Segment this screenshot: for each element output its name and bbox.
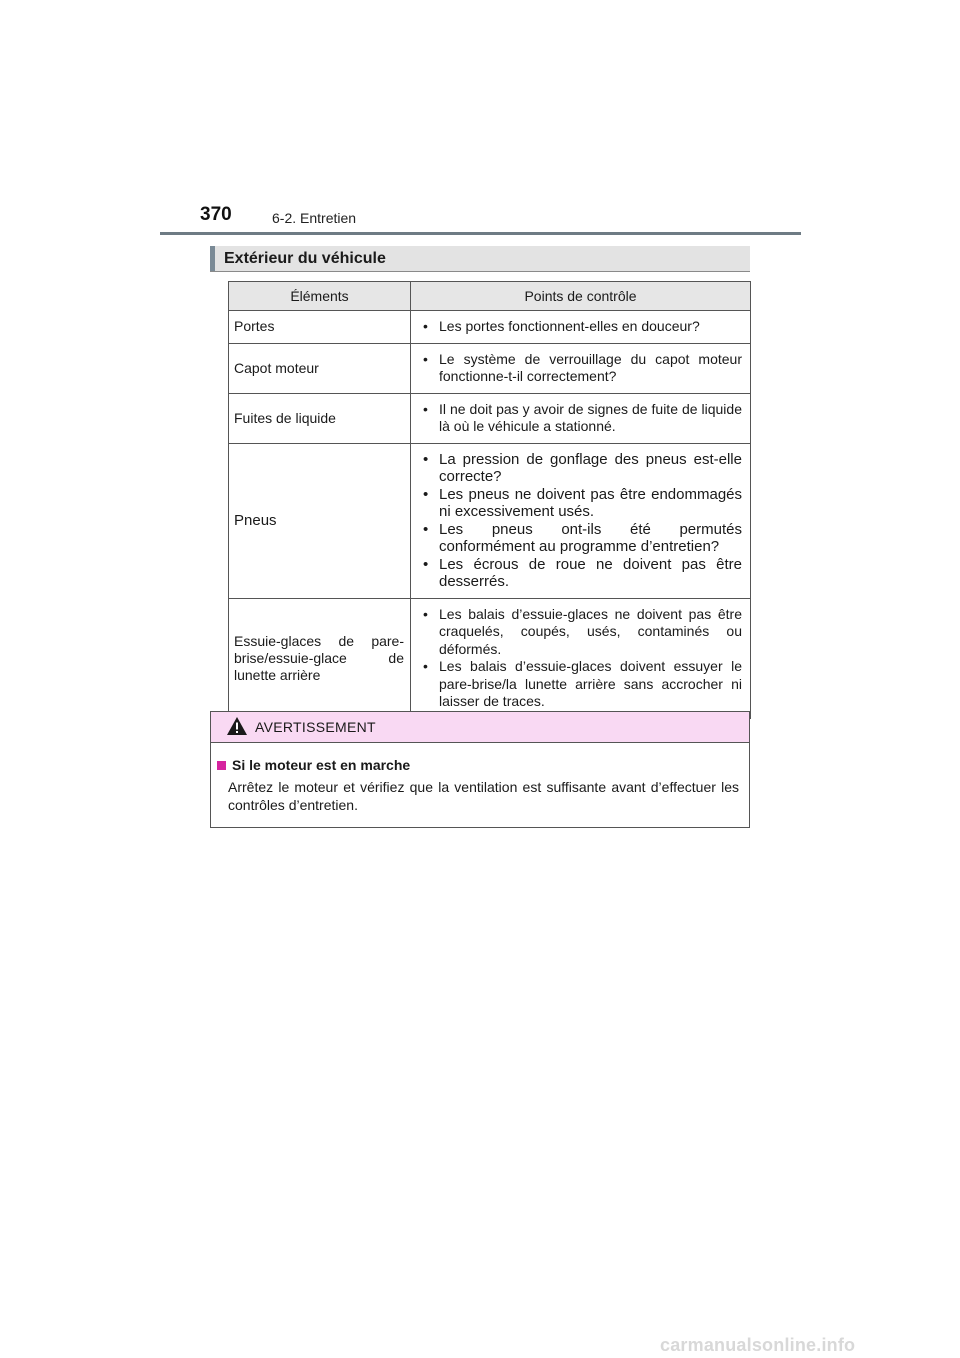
warning-box	[210, 711, 750, 828]
check-point: • Le système de verrouillage du capot moteur fonctionne-t-il correctement?	[421, 351, 742, 386]
check-point: • Les balais d’essuie-glaces ne doivent pas être craquelés, coupés, usés, contaminés ou déformés.	[421, 606, 742, 659]
check-point: • Les pneus ne doivent pas être endommagés ni excessivement usés.	[421, 486, 742, 521]
row-item: Essuie-glaces de pare-brise/essuie-glace de lunette arrière	[229, 598, 411, 718]
row-points	[411, 598, 751, 718]
table-header-row	[229, 282, 751, 311]
table-row	[229, 311, 751, 344]
check-point: • Les écrous de roue ne doivent pas être desserrés.	[421, 556, 742, 591]
warning-subtitle: Si le moteur est en marche	[232, 757, 411, 773]
check-point: • Il ne doit pas y avoir de signes de fuite de liquide là où le véhicule a stationné.	[421, 401, 742, 436]
row-points	[411, 311, 751, 344]
column-header-points: Points de contrôle	[411, 282, 751, 311]
row-points	[411, 443, 751, 598]
section-label: 6-2. Entretien	[272, 210, 357, 226]
section-title: Extérieur du véhicule	[224, 250, 386, 267]
warning-header	[211, 712, 749, 743]
warning-body	[211, 743, 749, 814]
warning-triangle-icon	[226, 716, 248, 736]
table-row	[229, 598, 751, 718]
table-row	[229, 443, 751, 598]
table-row	[229, 343, 751, 393]
row-points	[411, 343, 751, 393]
warning-subtitle-row	[217, 757, 739, 773]
header-rule	[160, 232, 801, 235]
check-point: • Les portes fonctionnent-elles en douceur?	[421, 318, 742, 336]
check-point: • La pression de gonflage des pneus est-elle correcte?	[421, 451, 742, 486]
square-bullet-icon	[217, 761, 226, 770]
warning-text: Arrêtez le moteur et vérifiez que la ventilation est suffisante avant d’effectuer les contrôles d’entretien.	[228, 779, 739, 813]
page-number: 370	[200, 204, 232, 225]
warning-title: AVERTISSEMENT	[255, 719, 376, 735]
check-point: • Les balais d’essuie-glaces doivent essuyer le pare-brise/la lunette arrière sans accrocher ni laisser de traces.	[421, 658, 742, 711]
check-point: • Les pneus ont-ils été permutés conformément au programme d’entretien?	[421, 521, 742, 556]
table-row	[229, 393, 751, 443]
column-header-items: Éléments	[229, 282, 411, 311]
section-title-bar	[210, 246, 750, 272]
watermark: carmanualsonline.info	[660, 1335, 856, 1355]
title-accent	[210, 246, 215, 271]
row-item: Capot moteur	[229, 343, 411, 393]
row-item: Fuites de liquide	[229, 393, 411, 443]
row-item: Pneus	[229, 443, 411, 598]
row-points	[411, 393, 751, 443]
row-item: Portes	[229, 311, 411, 344]
inspection-table	[228, 281, 751, 719]
